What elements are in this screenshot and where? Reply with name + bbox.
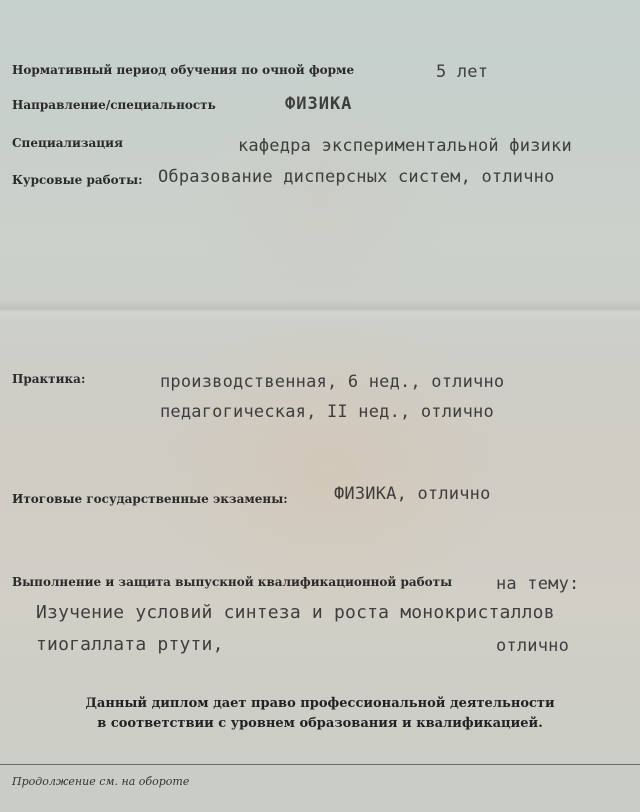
footer-divider	[0, 764, 640, 765]
practice-line: производственная, 6 нед., отлично	[160, 372, 505, 392]
thesis-label: Выполнение и защита выпускной квалификационной работы	[12, 575, 453, 589]
thesis-grade: отлично	[496, 636, 570, 656]
thesis-topic-line: тиогаллата ртути,	[36, 634, 224, 655]
thesis-topic-line: Изучение условий синтеза и роста монокристаллов	[36, 602, 555, 623]
coursework-value: Образование дисперсных систем, отлично	[158, 167, 555, 187]
rights-note-line: в соответствии с уровнем образования и квалификацией.	[97, 716, 543, 731]
specialization-label: Специализация	[12, 136, 123, 150]
final-exams-label: Итоговые государственные экзамены:	[12, 492, 288, 506]
final-exams-value: ФИЗИКА, отлично	[334, 484, 491, 504]
rights-note-line: Данный диплом дает право профессиональной деятельности	[85, 696, 555, 711]
specialty-label: Направление/специальность	[12, 98, 216, 112]
study-period-label: Нормативный период обучения по очной форме	[12, 63, 355, 77]
specialization-value: кафедра экспериментальной физики	[238, 136, 572, 156]
practice-label: Практика:	[12, 372, 86, 386]
thesis-label-suffix: на тему:	[496, 574, 580, 594]
study-period-value: 5 лет	[436, 62, 489, 82]
specialty-value: ФИЗИКА	[285, 94, 353, 114]
practice-line: педагогическая, II нед., отлично	[160, 402, 494, 422]
continued-note: Продолжение см. на обороте	[12, 775, 190, 788]
coursework-label: Курсовые работы:	[12, 173, 143, 187]
paper-fold	[0, 300, 640, 320]
